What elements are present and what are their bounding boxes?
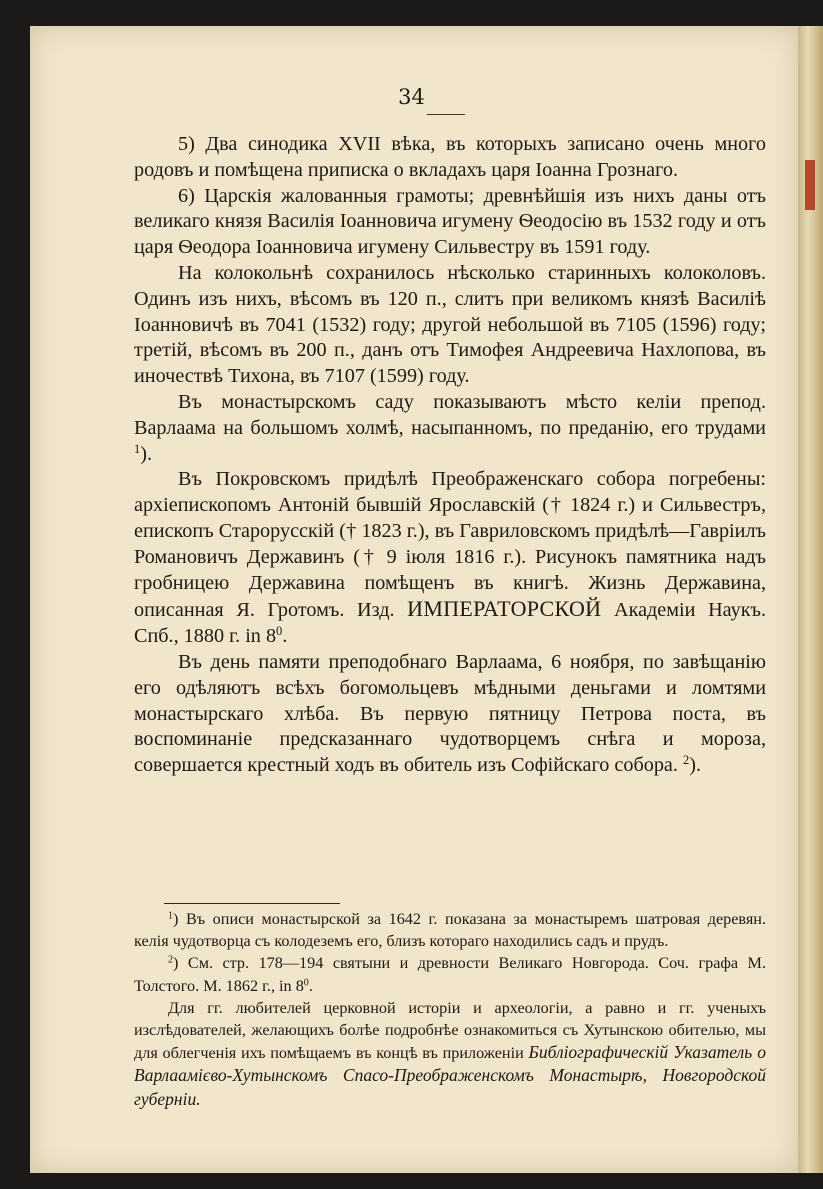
footnotes — [134, 908, 766, 1111]
main-text — [134, 132, 766, 779]
footnote-1: $^1$) Въ описи монастырской за 1642 г. показана за монастыремъ шатровая деревян. келія чудотворца съ колодеземъ его, близъ котораго находились садъ и прудъ. — [134, 910, 766, 951]
paragraph-charters: 6) Царскія жалованныя грамоты; древнѣйшія изъ нихъ даны отъ великаго князя Василія Іоанновича игумену Ѳеодосію въ 1532 году и отъ царя Ѳеодора Іоанновича игумену Сильвестру въ 1591 году. — [134, 184, 766, 259]
footnote-ref-2[interactable]: 2 — [682, 753, 690, 768]
imperial-caps: ИМПЕРАТОРСКОЙ — [407, 596, 602, 622]
paragraph-burials: Въ Покровскомъ придѣлѣ Преображенскаго собора погребены: архіепископомъ Антоній бывшій Ярославскій († 1824 г.) и Сильвестръ, епископъ Старорусскій († 1823 г.), въ Гавриловскомъ придѣлѣ—Гавріилъ Романовичъ Державинъ († 9 іюля 1816 г.). Рисунокъ памятника надъ гробницею Державина помѣщенъ въ книгѣ. Жизнь Державина, описанная Я. Гротомъ. Изд. ИМПЕРАТОРСКОЙ Академіи Наукъ. Спб., 1880 г. in $8^0$. — [134, 468, 767, 648]
paragraph-memorial-day: Въ день памяти преподобнаго Варлаама, 6 ноября, по завѣщанію его одѣляютъ всѣхъ богомольцевъ мѣдными деньгами и ломтями монастырскаго хлѣба. Въ первую пятницу Петрова поста, въ воспоминаніе предсказаннаго чудотворцемъ снѣга и мороза, совершается крестный ходъ въ обитель изъ Софійскаго собора. $^2$). — [134, 650, 766, 777]
page-number-underline — [427, 114, 465, 115]
paragraph-bells: На колокольнѣ сохранилось нѣсколько старинныхъ колоколовъ. Одинъ изъ нихъ, вѣсомъ въ 120 п., слитъ при великомъ князѣ Василіѣ Іоанновичѣ въ 7041 (1532) году; другой небольшой въ 7105 (1596) году; третій, вѣсомъ въ 200 п., данъ отъ Тимофея Андреевича Нахлопова, въ иночествѣ Тихона, въ 7107 (1599) году. — [134, 261, 766, 388]
footnote-ref-1[interactable]: 1 — [134, 441, 141, 456]
footnote-separator — [164, 903, 340, 904]
footnote-2: $^2$) См. стр. 178—194 святыни и древности Великаго Новгорода. Соч. графа М. Толстого. М. 1862 г., in $8^0$. — [134, 954, 766, 995]
bibliography-title: Библіографическій Указатель о Варлаамієво-Хутынскомъ Спасо-Преображенскомъ Монастырѣ, Новгородской губерніи. — [134, 1042, 766, 1109]
page-number: 34 — [398, 85, 425, 109]
closing-note: Для гг. любителей церковной исторіи и археологіи, а равно и гг. ученыхъ изслѣдователей, желающихъ болѣе подробнѣе ознакомиться съ Хутынскою обителью, мы для облегченія ихъ помѣщаемъ въ концѣ въ приложеніи Библіографическій Указатель о Варлаамієво-Хутынскомъ Спасо-Преображенскомъ Монастырѣ, Новгородской губерніи. — [134, 998, 766, 1109]
paragraph-garden: Въ монастырскомъ саду показываютъ мѣсто келіи препод. Варлаама на большомъ холмѣ, насыпанномъ, по преданію, его трудами $^1$). — [134, 390, 766, 465]
bookmark-tab — [805, 160, 815, 210]
paragraph-synodics: 5) Два синодика XVII вѣка, въ которыхъ записано очень много родовъ и помѣщена приписка о вкладахъ царя Іоанна Грознаго. — [134, 133, 766, 181]
